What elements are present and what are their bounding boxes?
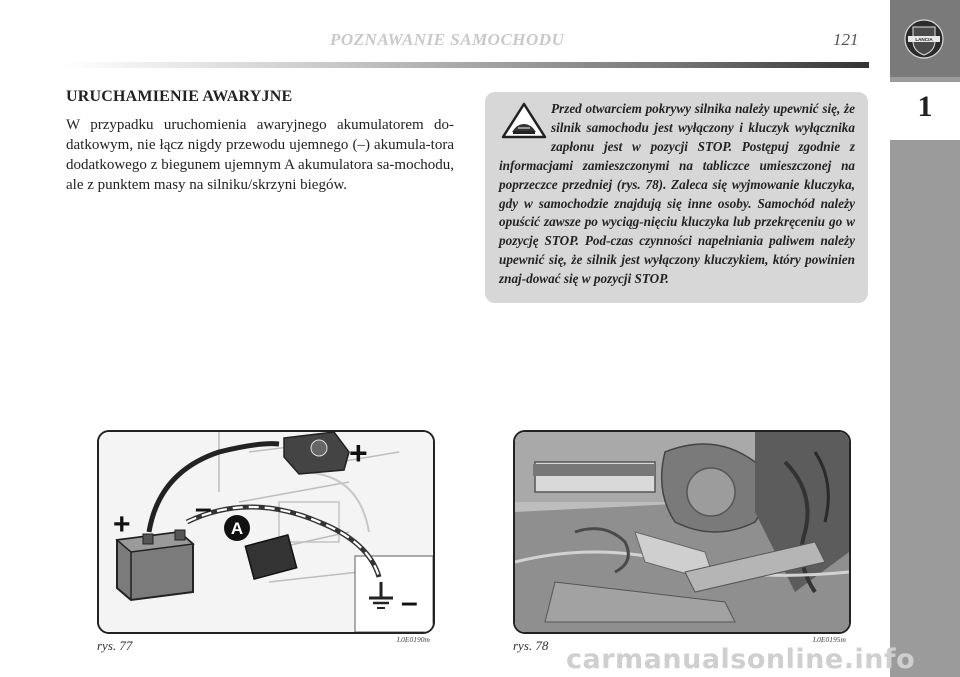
label-a: A xyxy=(230,519,244,538)
header-rule xyxy=(64,62,869,68)
warning-box xyxy=(485,92,868,303)
chapter-number: 1 xyxy=(917,90,933,123)
figure-78-caption: rys. 78 xyxy=(513,638,549,653)
body-paragraph: W przypadku uruchomienia awaryjnego akumulatorem do-datkowym, nie łącz nigdy przewodu ujemnego (–) akumula-tora dodatkowego z biegunem ujemnym A akumulatora sa-mochodu, ale z punktem masy na silniku/skrzyni biegów. xyxy=(66,117,454,193)
warning-text: Przed otwarciem pokrywy silnika należy upewnić się, że silnik samochodu jest wyłączony i kluczyk wyłącznika zapłonu jest w pozycji STOP. Postępuj zgodnie z informacjami zamieszczonymi na tabliczce umieszczonej na poprzeczce przedniej (rys. 78). Zaleca się wyjmowanie kluczyka, gdy w samochodzie znajdują się inne osoby. Samochód należy opuścić zawsze po wyciąg-nięciu kluczyka lub przekręceniu go w pozycję STOP. Pod-czas czynności napełniania paliwem należy upewnić się, że silnik jest wyłączony kluczykiem, który powinien znaj-dować się w pozycji STOP. xyxy=(499,101,855,287)
jump-start-illustration xyxy=(99,432,433,632)
label-minus-mid: – xyxy=(195,492,212,525)
figure-78 xyxy=(513,430,851,634)
header-title: POZNAWANIE SAMOCHODU xyxy=(330,30,565,49)
figure-77-code: L0E0190m xyxy=(397,635,430,644)
figure-77-caption: rys. 77 xyxy=(97,638,133,653)
lancia-logo-icon xyxy=(904,19,944,59)
engine-bay-photo xyxy=(515,432,849,632)
label-plus-top: + xyxy=(349,435,368,471)
watermark: carmanualsonline.info xyxy=(566,644,916,675)
logo-wordmark: LANCIA xyxy=(915,37,933,42)
label-plus-left: + xyxy=(113,508,131,541)
label-minus-right: – xyxy=(401,586,418,619)
warning-text-container xyxy=(499,100,855,289)
section-heading: URUCHAMIENIE AWARYJNE xyxy=(66,88,293,105)
sidebar-logo-area xyxy=(890,0,960,77)
chapter-tab[interactable] xyxy=(890,82,960,140)
figure-78-code: L0E0195m xyxy=(813,635,846,644)
right-sidebar xyxy=(890,0,960,677)
page-number: 121 xyxy=(833,30,859,49)
figure-77 xyxy=(97,430,435,634)
